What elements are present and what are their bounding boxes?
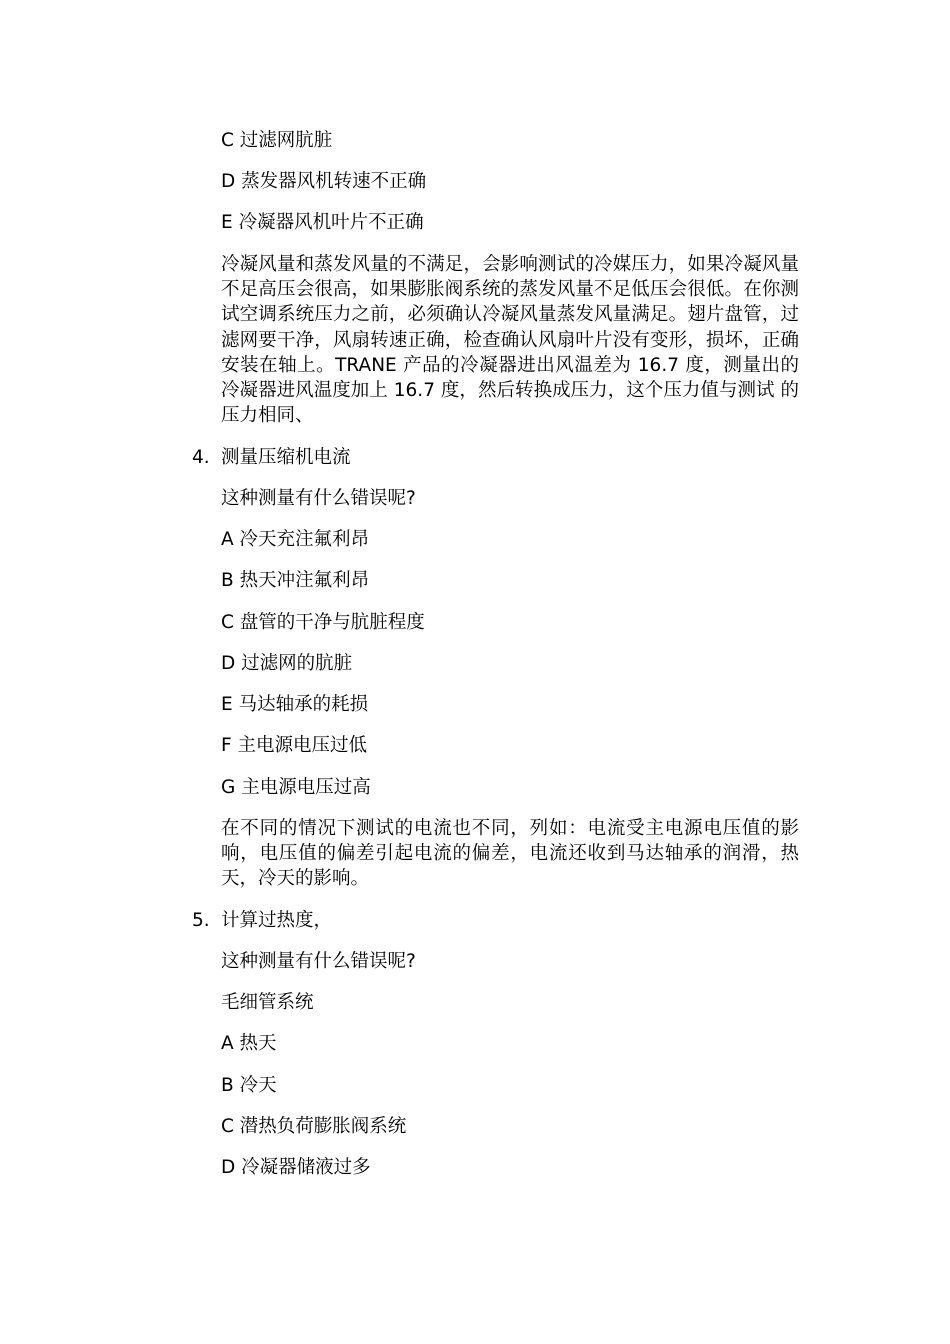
- section5-option-a: A 热天: [221, 1033, 277, 1054]
- section5-question: 这种测量有什么错误呢?: [221, 951, 416, 972]
- section4-option-e: E 马达轴承的耗损: [221, 694, 369, 715]
- section3-paragraph: 冷凝风量和蒸发风量的不满足，会影响测试的冷媒压力，如果冷凝风量不足高压会很高，如果膨胀阀系统的蒸发风量不足低压会很低。在你测试空调系统压力之前，必须确认冷凝风量蒸发风量满足。翅片盘管，过滤网要干净，风扇转速正确，检查确认风扇叶片没有变形，损坏，正确安装在轴上。TRANE 产品的冷凝器进出风温差为 16.7 度，测量出的冷凝器进风温度加上 16.7 度，然后转换成压力，这个压力值与测试 的压力相同、: [221, 254, 799, 427]
- option-d-evaporator-fan: D 蒸发器风机转速不正确: [221, 171, 427, 192]
- section4-option-f: F 主电源电压过低: [221, 735, 368, 756]
- section4-option-a: A 冷天充注氟利昂: [221, 529, 370, 550]
- section4-paragraph: 在不同的情况下测试的电流也不同，列如：电流受主电源电压值的影响，电压值的偏差引起电流的偏差，电流还收到马达轴承的润滑，热天，冷天的影响。: [221, 818, 799, 890]
- section4-number: 4.: [192, 447, 210, 468]
- option-c-filter: C 过滤网肮脏: [221, 130, 333, 151]
- section5-title: 计算过热度，: [221, 910, 333, 931]
- section4-title: 测量压缩机电流: [221, 447, 351, 468]
- section5-number: 5.: [192, 910, 210, 931]
- section4-option-g: G 主电源电压过高: [221, 777, 371, 798]
- section5-option-b: B 冷天: [221, 1075, 277, 1096]
- section4-option-c: C 盘管的干净与肮脏程度: [221, 612, 425, 633]
- section5-option-c: C 潜热负荷膨胀阀系统: [221, 1116, 407, 1137]
- section5-subtitle: 毛细管系统: [221, 992, 314, 1013]
- section4-option-b: B 热天冲注氟利昂: [221, 570, 370, 591]
- section4-option-d: D 过滤网的肮脏: [221, 653, 353, 674]
- section5-option-d: D 冷凝器储液过多: [221, 1157, 371, 1178]
- section4-question: 这种测量有什么错误呢?: [221, 488, 416, 509]
- option-e-condenser-fan: E 冷凝器风机叶片不正确: [221, 212, 424, 233]
